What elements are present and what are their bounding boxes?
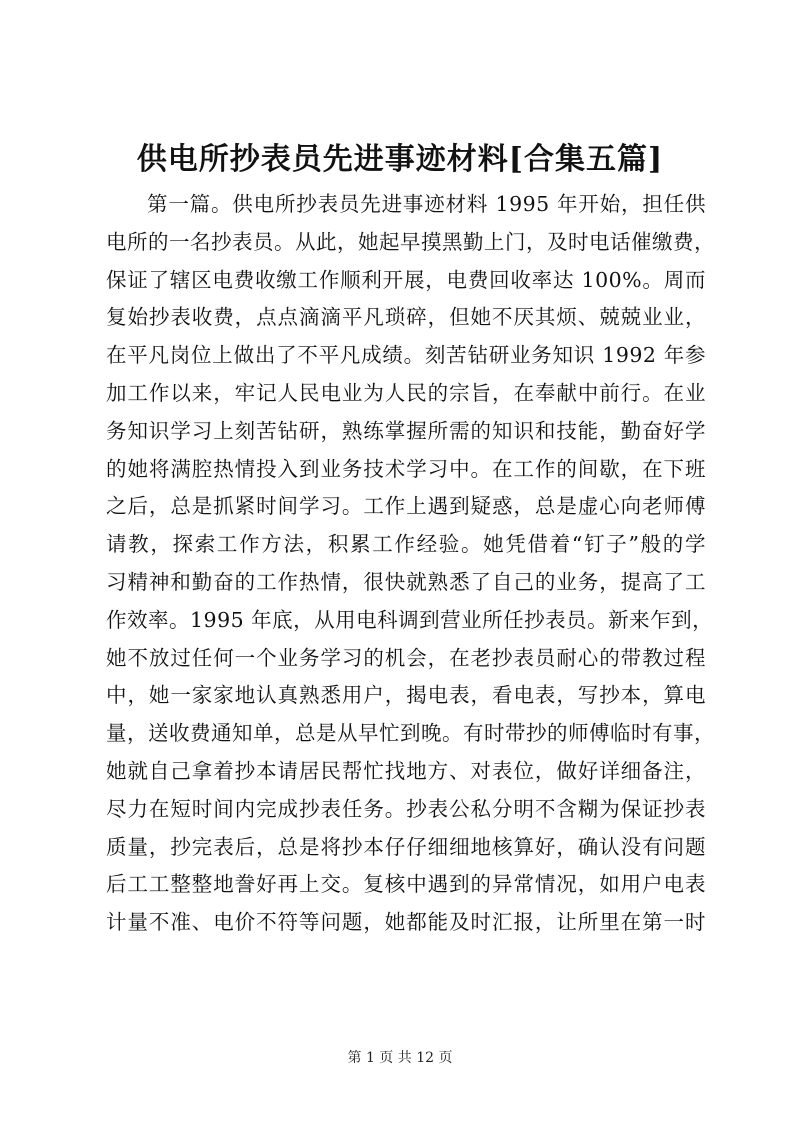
body-line: 第一篇。供电所抄表员先进事迹材料 1995 年开始，担任供 xyxy=(147,192,706,216)
body-line: 作效率。1995 年底，从用电科调到营业所任抄表员。新来乍到， xyxy=(106,607,714,632)
body-line: 量，送收费通知单，总是从早忙到晚。有时带抄的师傅临时有事， xyxy=(106,721,715,746)
body-line: 请教，探索工作方法，积累工作经验。她凭借着“钉子”般的学 xyxy=(106,532,706,557)
page-indicator: 第 1 页 共 12 页 xyxy=(347,1050,453,1066)
document-title: 供电所抄表员先进事迹材料[合集五篇] xyxy=(136,142,664,177)
body-line: 加工作以来，牢记人民电业为人民的宗旨，在奉献中前行。在业 xyxy=(106,380,706,405)
body-line: 中，她一家家地认真熟悉用户，揭电表，看电表，写抄本，算电 xyxy=(106,683,706,708)
body-line: 的她将满腔热情投入到业务技术学习中。在工作的间歇，在下班 xyxy=(106,456,706,481)
body-line: 后工工整整地誊好再上交。复核中遇到的异常情况，如用户电表 xyxy=(106,872,706,897)
body-line: 习精神和勤奋的工作热情，很快就熟悉了自己的业务，提高了工 xyxy=(106,569,706,594)
body-line: 在平凡岗位上做出了不平凡成绩。刻苦钻研业务知识 1992 年参 xyxy=(106,343,706,368)
body-line: 质量，抄完表后，总是将抄本仔仔细细地核算好，确认没有问题 xyxy=(106,834,706,859)
body-line: 保证了辖区电费收缴工作顺利开展，电费回收率达 100%。周而 xyxy=(106,267,706,292)
body-line: 计量不准、电价不符等问题，她都能及时汇报，让所里在第一时 xyxy=(106,910,706,935)
body-line: 电所的一名抄表员。从此，她起早摸黑勤上门，及时电话催缴费， xyxy=(106,229,715,254)
body-line: 务知识学习上刻苦钻研，熟练掌握所需的知识和技能，勤奋好学 xyxy=(106,418,706,443)
body-line: 之后，总是抓紧时间学习。工作上遇到疑惑，总是虚心向老师傅 xyxy=(106,494,706,519)
body-line: 她不放过任何一个业务学习的机会，在老抄表员耐心的带教过程 xyxy=(106,645,706,670)
body-line: 尽力在短时间内完成抄表任务。抄表公私分明不含糊为保证抄表 xyxy=(106,796,706,821)
document-body xyxy=(106,186,715,942)
body-line: 她就自己拿着抄本请居民帮忙找地方、对表位，做好详细备注， xyxy=(106,758,706,783)
body-line: 复始抄表收费，点点滴滴平凡琐碎，但她不厌其烦、兢兢业业， xyxy=(106,305,706,330)
